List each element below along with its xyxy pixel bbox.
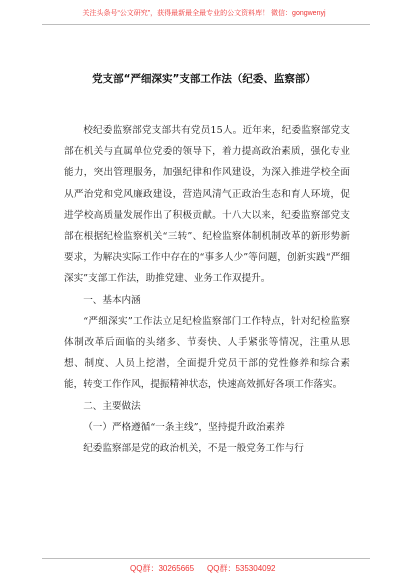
footer: [0, 558, 408, 580]
intro-paragraph: 校纪委监察部党支部共有党员15人。近年来，纪委监察部党支部在机关与直属单位党委的领导下，着力提高政治素质，强化专业能力，突出管理服务，加强纪律和作风建设，为深入推进学校全面从严治党和党风廉政建设，营造风清气正政治生态和育人环境，促进学校高质量发展作出了积极贡献。十八大以来，纪委监察部党支部在根据纪检监察机关“三转”、纪检监察体制机制改革的新形势新要求，为解决实际工作中存在的“事多人少”等问题，创新实践“严细深实”支部工作法，助推党建、业务工作双提升。: [64, 125, 350, 285]
subheading-main-line: （一）严格遵循“一条主线”，坚持提升政治素养: [83, 421, 285, 433]
header-divider: [42, 24, 370, 25]
document-body: [64, 120, 350, 459]
section-heading-basic-meaning: 一、基本内涵: [83, 294, 141, 306]
top-banner: [0, 0, 408, 30]
section1-paragraph: “严细深实”工作法立足纪检监察部门工作特点，针对纪检监察体制改革后面临的头绪多、节奏快、人手紧张等情况，注重从思想、制度、人员上挖潜，全面提升党员干部的党性修养和综合素能，转变工作作风，提振精神状态，快速高效抓好各项工作落实。: [64, 315, 350, 391]
footer-divider: [42, 558, 370, 559]
banner-text: 关注头条号“公文研究”，获得最新最全最专业的公文资料库！ 微信：gongwenyj: [82, 10, 326, 17]
document-title: 党支部“严细深实”支部工作法（纪委、监察部）: [92, 73, 316, 85]
last-paragraph: 纪委监察部是党的政治机关，不是一般党务工作与行: [83, 443, 304, 455]
footer-qq-group-2: QQ群：535304092: [207, 564, 276, 573]
footer-qq-group-1: QQ群：30265665: [130, 564, 195, 573]
section-heading-main-practices: 二、主要做法: [83, 400, 141, 412]
